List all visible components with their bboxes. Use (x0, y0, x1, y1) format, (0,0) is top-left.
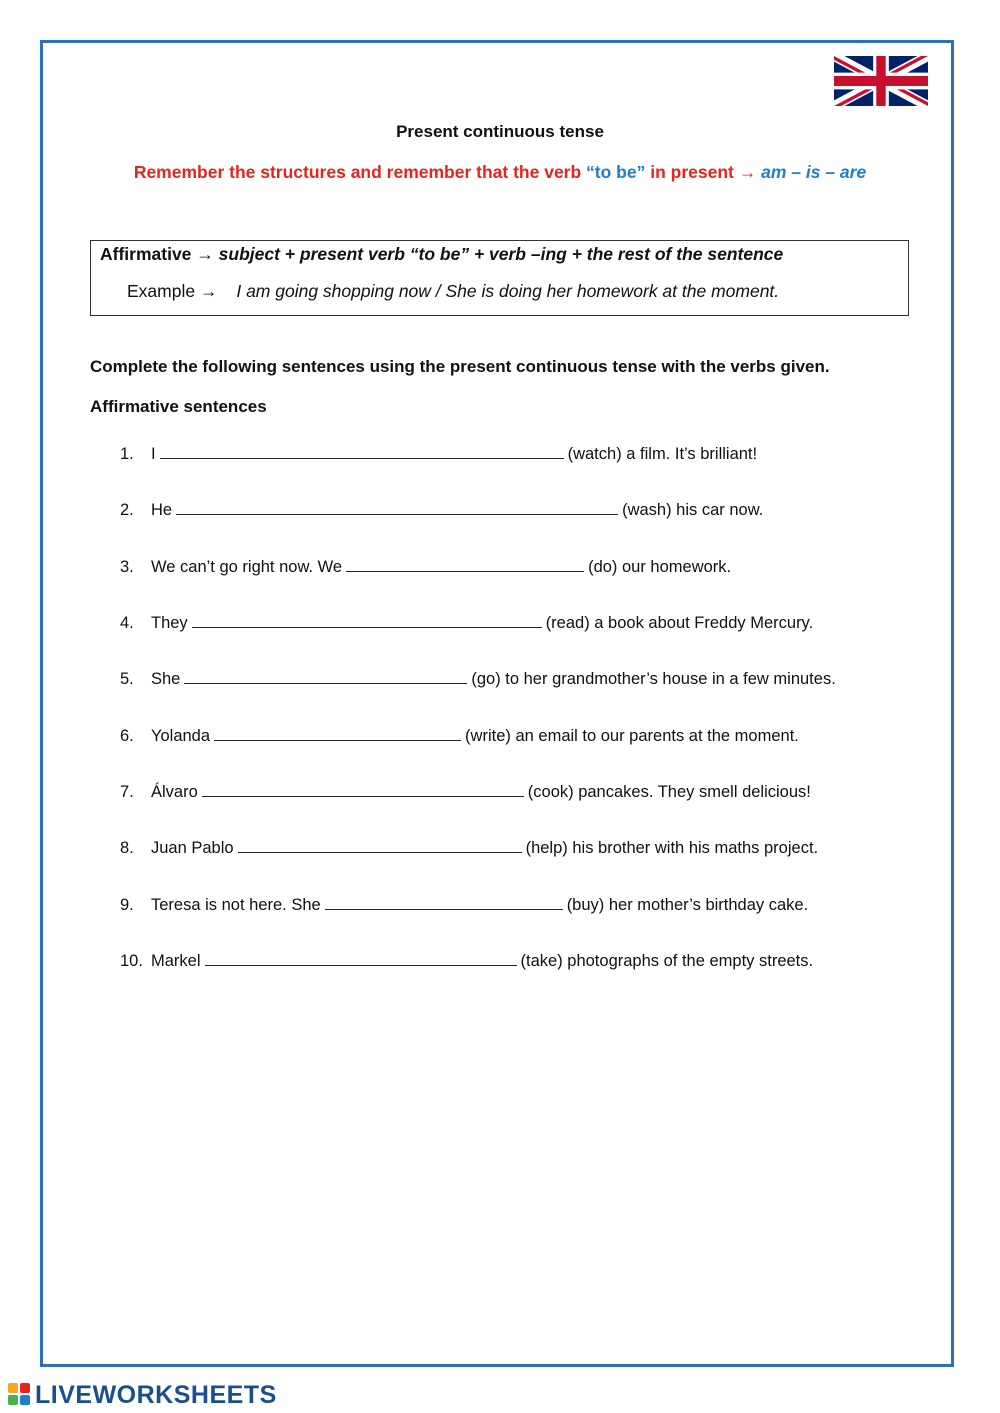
item-text-after: (go) to her grandmother’s house in a few minutes. (471, 670, 836, 688)
instructions: Complete the following sentences using the present continuous tense with the verbs given. (90, 357, 830, 376)
item-text-after: (buy) her mother’s birthday cake. (566, 896, 809, 914)
item-text-after: (write) an email to our parents at the moment. (465, 727, 799, 745)
right-arrow-icon: → (196, 244, 214, 264)
item-text-before: Álvaro (151, 783, 198, 801)
item-number: 3. (120, 558, 134, 576)
section-heading: Affirmative sentences (90, 397, 267, 416)
answer-blank[interactable] (192, 613, 542, 628)
exercise-item (120, 838, 818, 858)
exercise-item (120, 669, 836, 689)
example-line (127, 281, 779, 302)
answer-blank[interactable] (176, 500, 618, 515)
item-text-after: (watch) a film. It’s brilliant! (567, 445, 758, 463)
item-text-before: I (151, 445, 156, 463)
item-text-after: (help) his brother with his maths project. (525, 839, 819, 857)
item-text-before: They (151, 614, 188, 632)
answer-blank[interactable] (325, 895, 563, 910)
answer-blank[interactable] (238, 838, 522, 853)
item-text-after: (take) photographs of the empty streets. (520, 952, 814, 970)
item-text-before: Juan Pablo (151, 839, 234, 857)
logo-text: LIVEWORKSHEETS (35, 1380, 277, 1409)
example-label: Example (127, 281, 196, 301)
reminder-to-be: “to be” (586, 162, 646, 182)
item-number: 7. (120, 783, 134, 801)
exercise-item (120, 557, 731, 577)
answer-blank[interactable] (202, 782, 524, 797)
item-number: 4. (120, 614, 134, 632)
item-text-after: (wash) his car now. (622, 501, 764, 519)
item-text-before: Teresa is not here. She (151, 896, 321, 914)
item-text-before: We can’t go right now. We (151, 558, 343, 576)
item-number: 6. (120, 727, 134, 745)
exercise-item (120, 782, 811, 802)
item-number: 8. (120, 839, 134, 857)
item-number: 1. (120, 445, 134, 463)
item-text-after: (do) our homework. (588, 558, 732, 576)
item-text-after: (cook) pancakes. They smell delicious! (527, 783, 811, 801)
example-sentence: I am going shopping now / She is doing her homework at the moment. (236, 281, 780, 301)
exercise-item (120, 951, 813, 971)
right-arrow-icon: → (738, 162, 757, 182)
item-text-after: (read) a book about Freddy Mercury. (545, 614, 814, 632)
answer-blank[interactable] (160, 444, 564, 459)
answer-blank[interactable] (214, 726, 461, 741)
item-text-before: He (151, 501, 173, 519)
answer-blank[interactable] (184, 669, 467, 684)
item-number: 10. (120, 952, 143, 970)
item-text-before: Yolanda (151, 727, 211, 745)
reminder-text-1: Remember the structures and remember that the verb (133, 162, 587, 182)
reminder-text-2: in present (645, 162, 739, 182)
item-text-before: Markel (151, 952, 201, 970)
answer-blank[interactable] (346, 557, 584, 572)
affirmative-rule (100, 244, 783, 265)
reminder-forms: am – is – are (761, 162, 867, 182)
exercise-item (120, 500, 763, 520)
item-number: 2. (120, 501, 134, 519)
right-arrow-icon: → (199, 281, 218, 301)
item-number: 5. (120, 670, 134, 688)
exercise-item (120, 444, 757, 464)
item-text-before: She (151, 670, 181, 688)
liveworksheets-logo (8, 1380, 277, 1410)
reminder-line (0, 162, 1000, 183)
logo-cubes-icon (8, 1383, 32, 1407)
rule-label: Affirmative (100, 244, 192, 264)
exercise-item (120, 726, 799, 746)
exercise-item (120, 895, 808, 915)
page-title: Present continuous tense (396, 122, 604, 141)
answer-blank[interactable] (205, 951, 517, 966)
item-number: 9. (120, 896, 134, 914)
structure-box (90, 240, 909, 316)
exercise-item (120, 613, 813, 633)
uk-flag-icon (834, 56, 928, 106)
rule-structure: subject + present verb “to be” + verb –ing + the rest of the sentence (218, 244, 784, 264)
